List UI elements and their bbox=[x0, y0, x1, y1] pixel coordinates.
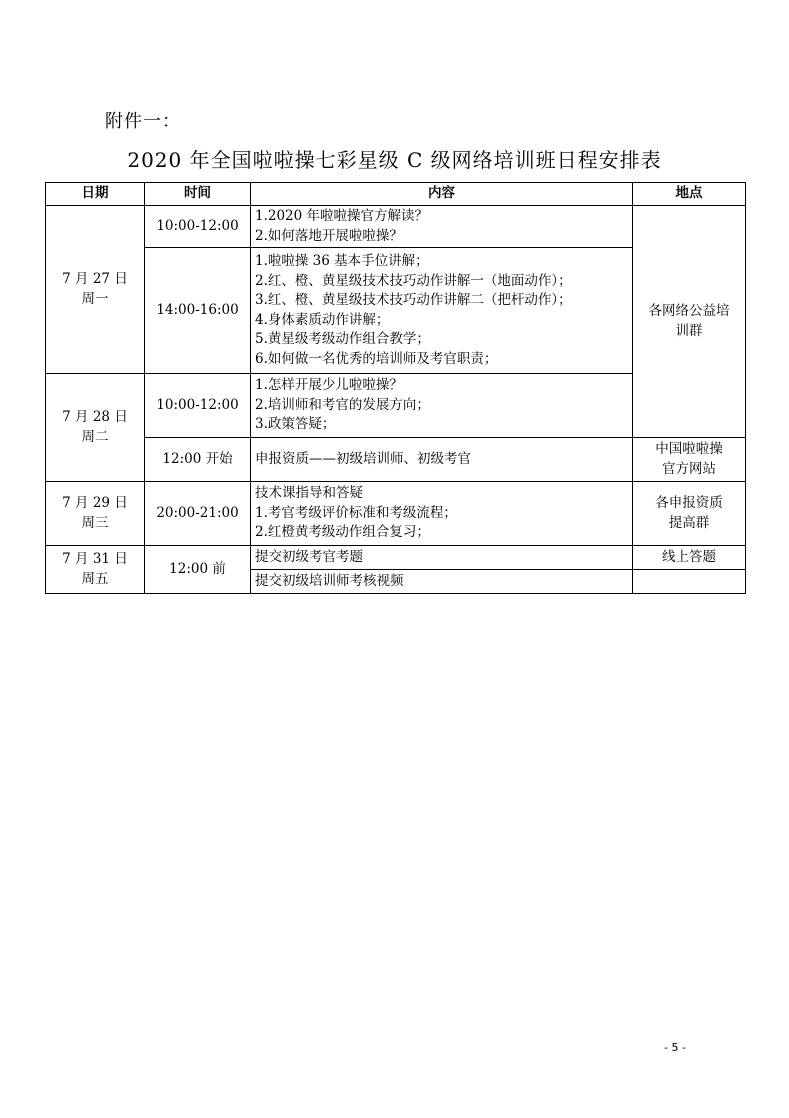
time-cell: 12:00 前 bbox=[145, 546, 251, 594]
content-cell bbox=[251, 374, 633, 438]
header-content: 内容 bbox=[251, 183, 633, 206]
header-date: 日期 bbox=[46, 183, 145, 206]
header-row bbox=[46, 183, 746, 206]
date-text: 7 月 28 日 bbox=[62, 409, 128, 425]
content-cell bbox=[251, 438, 633, 482]
date-cell bbox=[46, 482, 145, 546]
content-line: 2.培训师和考官的发展方向； bbox=[255, 396, 430, 413]
content-line: 2.如何落地开展啦啦操？ bbox=[255, 227, 403, 244]
content-cell bbox=[251, 570, 633, 594]
table-row bbox=[46, 482, 746, 546]
content-cell bbox=[251, 206, 633, 248]
page-number: - 5 - bbox=[664, 1041, 686, 1054]
weekday-text: 周三 bbox=[81, 514, 109, 531]
content-line: 1.2020 年啦啦操官方解读？ bbox=[255, 208, 429, 224]
location-line: 中国啦啦操 bbox=[655, 441, 723, 457]
table-row bbox=[46, 546, 746, 570]
weekday-text: 周一 bbox=[81, 290, 109, 307]
location-line: 提高群 bbox=[668, 514, 710, 531]
location-cell: 线上答题 bbox=[633, 546, 746, 570]
location-cell bbox=[633, 206, 746, 438]
weekday-text: 周二 bbox=[81, 428, 109, 445]
date-cell bbox=[46, 374, 145, 482]
time-cell: 10:00-12:00 bbox=[145, 374, 251, 438]
content-line: 1.啦啦操 36 基本手位讲解； bbox=[255, 253, 429, 269]
table-row bbox=[46, 206, 746, 248]
table-row bbox=[46, 438, 746, 482]
content-cell bbox=[251, 248, 633, 374]
content-line: 提交初级培训师考核视频 bbox=[255, 572, 404, 589]
location-cell bbox=[633, 482, 746, 546]
content-line: 4.身体素质动作讲解； bbox=[255, 311, 390, 328]
schedule-table bbox=[45, 182, 746, 594]
time-cell: 12:00 开始 bbox=[145, 438, 251, 482]
location-cell bbox=[633, 570, 746, 594]
header-time: 时间 bbox=[145, 183, 251, 206]
content-line: 3.政策答疑； bbox=[255, 416, 336, 433]
content-line: 1.怎样开展少儿啦啦操？ bbox=[255, 377, 403, 394]
content-line: 提交初级考官考题 bbox=[255, 548, 363, 565]
weekday-text: 周五 bbox=[81, 570, 109, 587]
content-line: 技术课指导和答疑 bbox=[255, 485, 363, 502]
content-line: 6.如何做一名优秀的培训师及考官职责； bbox=[255, 350, 498, 367]
content-cell bbox=[251, 546, 633, 570]
time-cell: 10:00-12:00 bbox=[145, 206, 251, 248]
attachment-label: 附件一： bbox=[105, 111, 181, 132]
location-line: 各网络公益培 bbox=[648, 303, 730, 319]
time-cell: 14:00-16:00 bbox=[145, 248, 251, 374]
date-cell bbox=[46, 206, 145, 374]
document-title: 2020 年全国啦啦操七彩星级 C 级网络培训班日程安排表 bbox=[127, 148, 662, 172]
time-cell: 20:00-21:00 bbox=[145, 482, 251, 546]
content-line: 申报资质——初级培训师、初级考官 bbox=[255, 450, 471, 467]
content-line: 3.红、橙、黄星级技术技巧动作讲解二（把杆动作）； bbox=[255, 292, 572, 308]
header-location: 地点 bbox=[633, 183, 746, 206]
location-line: 官方网站 bbox=[662, 460, 716, 477]
content-line: 5.黄星级考级动作组合教学； bbox=[255, 331, 430, 347]
date-text: 7 月 31 日 bbox=[62, 551, 128, 567]
content-cell bbox=[251, 482, 633, 546]
location-cell bbox=[633, 438, 746, 482]
content-line: 2.红、橙、黄星级技术技巧动作讲解一（地面动作）； bbox=[255, 272, 572, 289]
date-text: 7 月 27 日 bbox=[62, 271, 128, 287]
content-line: 2.红橙黄考级动作组合复习； bbox=[255, 524, 430, 541]
content-line: 1.考官考级评价标准和考级流程； bbox=[255, 504, 457, 521]
date-text: 7 月 29 日 bbox=[62, 495, 128, 511]
location-line: 训群 bbox=[675, 322, 703, 339]
location-line: 各申报资质 bbox=[655, 495, 723, 511]
date-cell bbox=[46, 546, 145, 594]
